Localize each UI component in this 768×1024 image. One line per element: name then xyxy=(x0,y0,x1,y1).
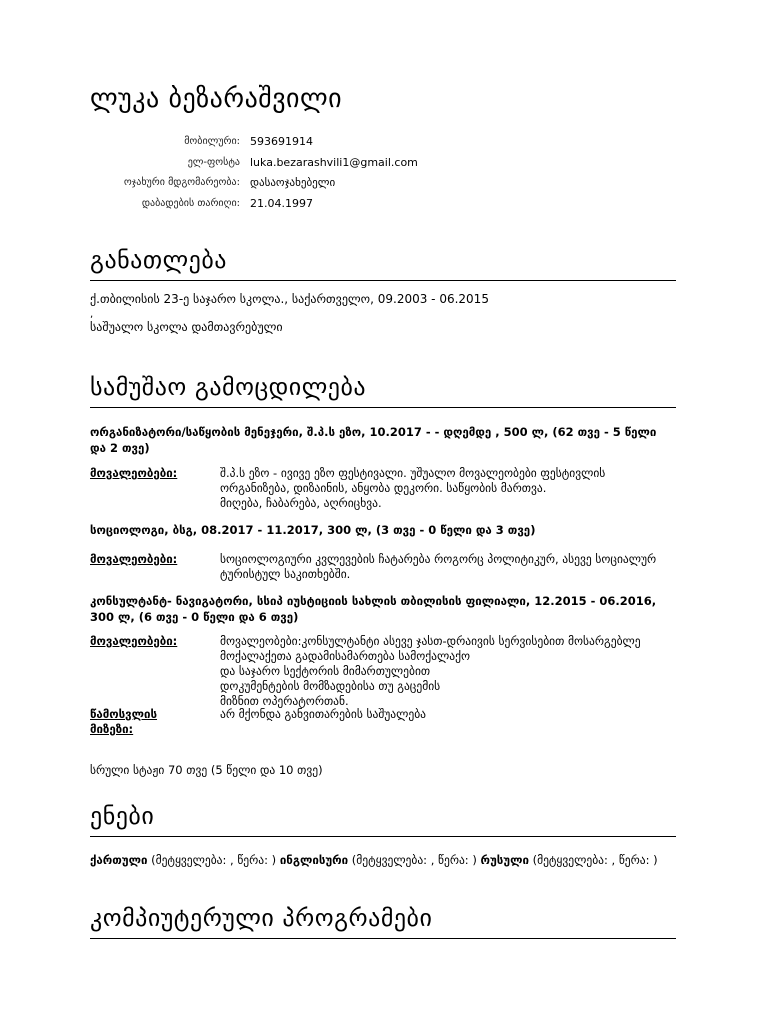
experience-heading: სამუშაო გამოცდილება xyxy=(90,373,676,408)
contact-row-mobile xyxy=(90,135,676,156)
contact-row-birthdate xyxy=(90,197,676,218)
education-heading: განათლება xyxy=(90,246,676,281)
job-duties xyxy=(90,466,676,511)
language-detail: (მეტყველება: , წერა: ) xyxy=(151,853,277,867)
languages-list xyxy=(90,852,676,868)
duties-text: შ.პ.ს ეზო - ივივე ეზო ფესტივალი. უშუალო მოვალეობები ფესტივლის ორგანიზება, დიზაინის, ანყობა დეკორი. საწყობის მართვა. მიღება, ჩაბარება, აღრიცხვა. xyxy=(220,466,606,510)
contact-label: ოჯახური მდგომარეობა: xyxy=(123,177,240,188)
language-detail: (მეტყველება: , წერა: ) xyxy=(351,853,477,867)
contact-label: დაბადების თარიღი: xyxy=(141,197,240,209)
job-title: სოციოლოგი, ბსგ, 08.2017 - 11.2017, 300 ლ, (3 თვე - 0 წელი და 3 თვე) xyxy=(90,523,536,537)
duties-label: მოვალეობები: xyxy=(90,552,178,566)
job-title: კონსულტანტ- ნავიგატორი, სსიპ იუსტიციის სახლის თბილისის ფილიალი, 12.2015 - 06.2016, 300 ლ, (6 თვე - 0 წელი და 6 თვე) xyxy=(90,594,657,624)
job-duties xyxy=(90,552,676,582)
contact-value: 593691914 xyxy=(250,135,313,148)
contact-value: 21.04.1997 xyxy=(250,196,313,210)
job-duties xyxy=(90,634,676,709)
contact-row-marital xyxy=(90,176,676,197)
language-name: ქართული xyxy=(90,853,148,867)
language-name: ინგლისური xyxy=(279,853,349,867)
contact-block xyxy=(90,135,676,217)
leave-reason-text: არ მქონდა განვითარების საშუალება xyxy=(220,707,427,721)
leave-reason-label: წამოსვლის მიზეზი: xyxy=(90,707,158,736)
language-name: რუსული xyxy=(480,853,529,867)
contact-value: დასაოჯახებელი xyxy=(250,176,336,189)
education-school: ქ.თბილისის 23-ე საჯარო სკოლა., საქართველო, 09.2003 - 06.2015 xyxy=(90,292,489,306)
languages-heading: ენები xyxy=(90,802,676,837)
duties-text: მოვალეობები:კონსულტანტი ასევე ჯასთ-დრაივის სერვისებით მოსარგებლე მოქალაქეთა გადამისამართება სამოქალაქო და საჯარო სექტორის მიმართულებით დოკუმენტების მომზადებისა თუ გაცემის მიზნით ოპერატორთან. xyxy=(220,634,641,708)
contact-row-email xyxy=(90,156,676,177)
duties-text: სოციოლოგიური კვლევების ჩატარება როგორც პოლიტიკურ, ასევე სოციალურ ტურისტულ საკითხებში. xyxy=(220,552,657,581)
leave-reason-row xyxy=(90,707,676,737)
duties-label: მოვალეობები: xyxy=(90,466,178,480)
duties-label: მოვალეობები: xyxy=(90,634,178,648)
education-comma: , xyxy=(90,309,94,320)
job-title: ორგანიზატორი/საწყობის მენეჯერი, შ.პ.ს ეზო, 10.2017 - - დღემდე , 500 ლ, (62 თვე - 5 წელი და 2 თვე) xyxy=(90,425,657,455)
software-heading: კომპიუტერული პროგრამები xyxy=(90,904,676,939)
education-degree: საშუალო სკოლა დამთავრებული xyxy=(90,320,283,334)
contact-label: ელ-ფოსტა xyxy=(187,156,240,168)
language-detail: (მეტყველება: , წერა: ) xyxy=(532,853,658,867)
total-experience: სრული სტაჟი 70 თვე (5 წელი და 10 თვე) xyxy=(90,763,323,777)
person-name: ლუკა ბეზარაშვილი xyxy=(90,84,343,114)
contact-value: luka.bezarashvili1@gmail.com xyxy=(250,155,418,169)
contact-label: მობილური: xyxy=(184,136,240,147)
